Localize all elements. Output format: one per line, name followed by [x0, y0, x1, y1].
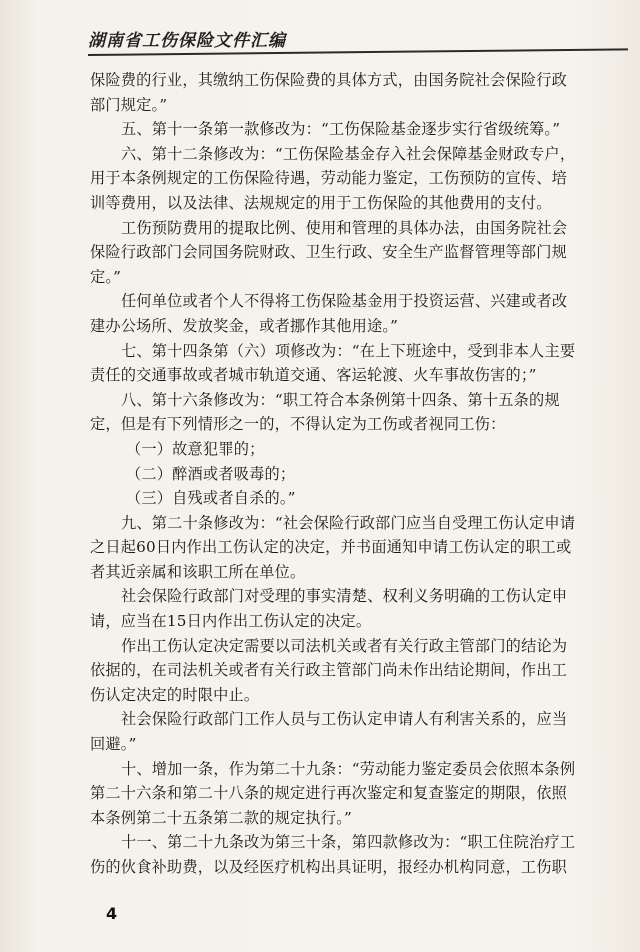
text-line: 十一、第二十九条改为第三十条，第四款修改为：“职工住院治疗工: [121, 833, 576, 852]
text-line: 社会保险行政部门对受理的事实清楚、权利义务明确的工伤认定申: [121, 587, 568, 606]
text-line: （二）醉酒或者吸毒的；: [126, 464, 296, 483]
text-line: 定。”: [90, 267, 122, 286]
text-line: 之日起60日内作出工伤认定的决定，并书面通知申请工伤认定的职工或: [90, 538, 572, 557]
text-line: 训等费用，以及法律、法规规定的用于工伤保险的其他费用的支付。: [90, 193, 552, 212]
text-line: 本条例第二十五条第二款的规定执行。”: [90, 808, 352, 827]
text-line: 七、第十四条第（六）项修改为：“在上下班途中，受到非本人主要: [121, 341, 576, 360]
text-line: 定，但是有下列情形之一的，不得认定为工伤或者视同工伤：: [90, 415, 506, 434]
text-line: 作出工伤认定决定需要以司法机关或者有关行政主管部门的结论为: [121, 636, 568, 655]
body-text: [90, 68, 626, 880]
text-line: 者其近亲属和该职工所在单位。: [90, 562, 306, 581]
text-line: 请，应当在15日内作出工伤认定的决定。: [90, 612, 372, 631]
text-line: 回避。”: [90, 735, 137, 754]
text-line: 八、第十六条修改为：“职工符合本条例第十四条、第十五条的规: [121, 390, 560, 409]
text-line: 保险费的行业，其缴纳工伤保险费的具体方式，由国务院社会保险行政: [90, 71, 568, 89]
text-line: 九、第二十条修改为：“社会保险行政部门应当自受理工伤认定申请: [121, 513, 576, 532]
text-line: 五、第十一条第一款修改为：“工伤保险基金逐步实行省级统筹。”: [121, 120, 561, 139]
running-header: [88, 16, 618, 58]
text-line: 责任的交通事故或者城市轨道交通、客运轮渡、火车事故伤害的；”: [90, 366, 537, 385]
text-line: （三）自残或者自杀的。”: [126, 489, 296, 508]
text-line: 十、增加一条，作为第二十九条：“劳动能力鉴定委员会依照本条例: [121, 759, 576, 778]
text-line: 保险行政部门会同国务院财政、卫生行政、安全生产监督管理等部门规: [90, 243, 568, 262]
text-line: 社会保险行政部门工作人员与工伤认定申请人有利害关系的，应当: [121, 710, 568, 729]
text-line: 伤的伙食补助费，以及经医疗机构出具证明，报经办机构同意，工伤职: [90, 858, 568, 876]
text-line: 工伤预防费用的提取比例、使用和管理的具体办法，由国务院社会: [121, 218, 568, 237]
text-line: 建办公场所、发放奖金，或者挪作其他用途。”: [90, 316, 399, 335]
text-line: 第二十六条和第二十八条的规定进行再次鉴定和复查鉴定的期限，依照: [90, 784, 568, 803]
text-line: 伤认定决定的时限中止。: [90, 685, 260, 704]
text-line: 依据的，在司法机关或者有关行政主管部门尚未作出结论期间，作出工: [90, 661, 568, 680]
text-line: 六、第十二条修改为：“工伤保险基金存入社会保障基金财政专户，: [121, 144, 576, 163]
text-line: 任何单位或者个人不得将工伤保险基金用于投资运营、兴建或者改: [121, 292, 568, 311]
text-line: 用于本条例规定的工伤保险待遇，劳动能力鉴定，工伤预防的宣传、培: [90, 169, 568, 188]
header-title: 湖南省工伤保险文件汇编: [88, 31, 286, 51]
text-line: 部门规定。”: [90, 95, 168, 114]
page-number: 4: [106, 904, 118, 923]
text-line: （一）故意犯罪的；: [126, 439, 265, 458]
